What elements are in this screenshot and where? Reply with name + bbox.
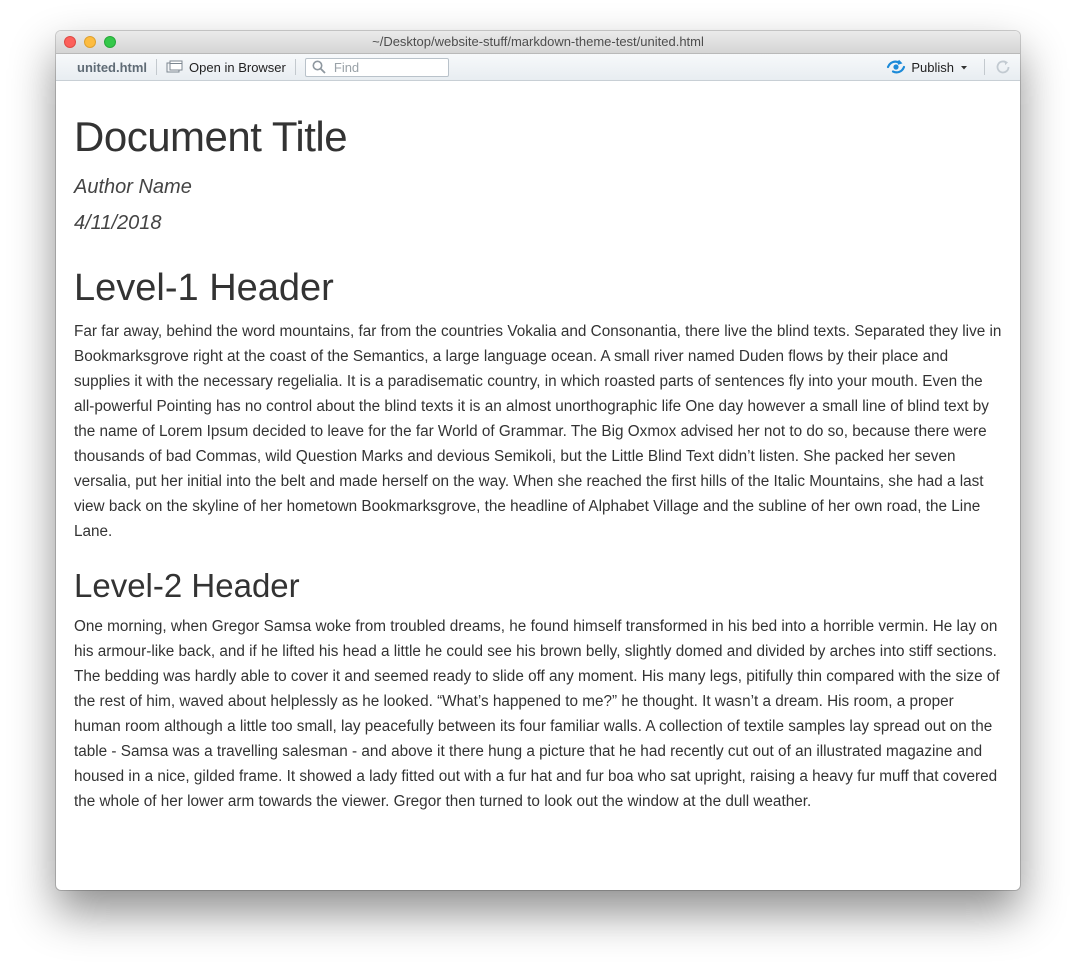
find-box[interactable] xyxy=(305,58,449,77)
window-title: ~/Desktop/website-stuff/markdown-theme-test/united.html xyxy=(372,34,704,49)
toolbar-right xyxy=(886,54,1012,80)
publish-icon xyxy=(886,59,906,75)
document-author: Author Name xyxy=(74,176,192,198)
level-2-header: Level-2 Header xyxy=(74,567,300,604)
paragraph-2: One morning, when Gregor Samsa woke from troubled dreams, he found himself transformed in his bed into a horrible vermin. He lay on his armour-like back, and if he lifted his head a little he could see his brown belly, slightly domed and divided by arches into stiff sections. The bedding was hardly able to cover it and seemed ready to slide off any moment. His many legs, pitifully thin compared with the size of the rest of him, waved about helplessly as he looked. “What’s happened to me?” he thought. It wasn’t a dream. His room, a proper human room although a little too small, lay peacefully between its four familiar walls. A collection of textile samples lay spread out on the table - Samsa was a travelling salesman - and above it there hung a picture that he had recently cut out of an illustrated magazine and housed in a nice, gilded frame. It showed a lady fitted out with a fur hat and fur boa who sat upright, raising a heavy fur muff that covered the whole of her lower arm towards the viewer. Gregor then turned to look out the window at the dull weather. xyxy=(74,618,1000,810)
publish-button[interactable] xyxy=(886,59,969,75)
browser-window-icon xyxy=(166,60,183,74)
publish-label: Publish xyxy=(911,59,954,75)
toolbar-divider xyxy=(295,59,296,75)
viewer-window xyxy=(56,31,1020,890)
document-title: Document Title xyxy=(74,113,348,160)
minimize-icon[interactable] xyxy=(84,36,96,48)
close-icon[interactable] xyxy=(64,36,76,48)
open-in-browser-button[interactable] xyxy=(166,60,286,75)
level-1-header: Level-1 Header xyxy=(74,267,334,309)
viewer-toolbar xyxy=(56,54,1020,81)
chevron-down-icon[interactable] xyxy=(959,63,969,71)
refresh-icon[interactable] xyxy=(994,58,1012,76)
zoom-icon[interactable] xyxy=(104,36,116,48)
document-content xyxy=(56,113,1020,814)
open-in-browser-label: Open in Browser xyxy=(189,59,286,75)
title-bar xyxy=(56,31,1020,54)
toolbar-divider xyxy=(156,59,157,75)
toolbar-divider xyxy=(984,59,985,75)
find-input[interactable] xyxy=(334,60,434,75)
search-icon xyxy=(312,60,326,74)
paragraph-1: Far far away, behind the word mountains, far from the countries Vokalia and Consonantia, there live the blind texts. Separated they live in Bookmarksgrove right at the coast of the Semantics, a large language ocean. A small river named Duden flows by their place and supplies it with the necessary regelialia. It is a paradisematic country, in which roasted parts of sentences fly into your mouth. Even the all-powerful Pointing has no control about the blind texts it is an almost unorthographic life One day however a small line of blind text by the name of Lorem Ipsum decided to leave for the far World of Grammar. The Big Oxmox advised her not to do so, because there were thousands of bad Commas, wild Question Marks and devious Semikoli, but the Little Blind Text didn’t listen. She packed her seven versalia, put her initial into the belt and made herself on the way. When she reached the first hills of the Italic Mountains, she had a last view back on the skyline of her hometown Bookmarksgrove, the headline of Alphabet Village and the subline of her own road, the Line Lane. xyxy=(74,323,1002,540)
file-tab[interactable]: united.html xyxy=(77,59,148,75)
document-date: 4/11/2018 xyxy=(74,212,162,234)
window-controls xyxy=(64,36,116,48)
